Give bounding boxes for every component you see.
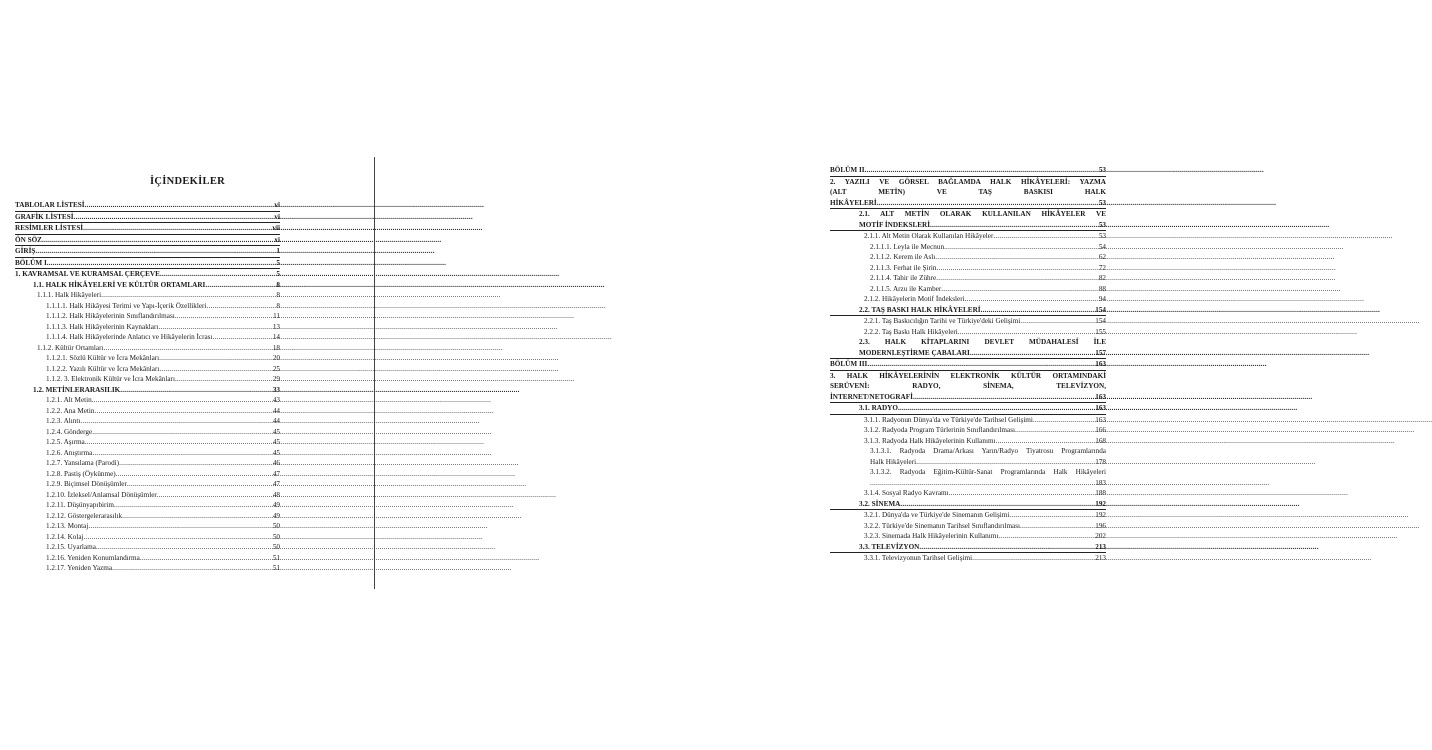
toc-entry-wrapped-line: SERÜVENİ: RADYO, SİNEMA, TELEVİZYON, xyxy=(830,382,1106,390)
toc-entry-title: 1.1.2.1. Sözlü Kültür ve İcra Mekânları xyxy=(46,354,160,362)
toc-entry xyxy=(15,235,280,247)
toc-entry xyxy=(830,263,1106,274)
toc-entry-title: 1.2.12. Göstergelerarasılık xyxy=(46,511,123,520)
dot-leader xyxy=(88,521,271,532)
toc-entry xyxy=(15,269,280,280)
toc-entry xyxy=(15,427,280,438)
dot-leader xyxy=(140,553,272,564)
toc-entry xyxy=(15,246,280,258)
toc-entry-page: 5 xyxy=(276,258,280,267)
toc-entry-title: TABLOLAR LİSTESİ xyxy=(15,201,85,209)
dot-leader xyxy=(160,269,276,280)
toc-entry-title: 2.1.1.2. Kerem ile Aslı xyxy=(870,253,936,261)
dot-leader xyxy=(120,385,272,396)
toc-entry-wrapped-line: 3.1.3.1. Radyoda Drama/Arkası Yarın/Radyo Tiyatrosu Programlarında xyxy=(870,447,1106,455)
toc-entry-title: 2.2.1. Taş Baskıcılığın Tarihi ve Türkiye'deki Gelişimi xyxy=(864,317,1021,325)
toc-entry xyxy=(15,500,280,511)
dot-leader xyxy=(958,327,1094,338)
dot-leader xyxy=(122,511,272,522)
toc-entry-page: 18 xyxy=(272,343,280,352)
toc-entry-wrapped-line: 3.1.3.2. Radyoda Eğitim-Kültür-Sanat Programlarında Halk Hikâyeleri xyxy=(870,468,1106,476)
toc-entry-page: 166 xyxy=(1095,426,1106,434)
toc-entry-title: 1.1.1.4. Halk Hikâyelerinde Anlatıcı ve Hikâyelerin İcrası xyxy=(46,333,213,341)
dot-leader xyxy=(119,458,272,469)
toc-entry xyxy=(15,448,280,459)
toc-entry-page: 163 xyxy=(1095,415,1106,424)
toc-entry-title: MOTİF İNDEKSLERİ xyxy=(859,220,931,229)
right-toc-list xyxy=(830,165,1106,564)
toc-entry-title: 1.2.17. Yeniden Yazma xyxy=(46,564,113,572)
toc-entry-title: 3.1.2. Radyoda Program Türlerinin Sınıflandırılması xyxy=(864,426,1015,434)
dot-leader xyxy=(103,343,271,354)
toc-entry-page: 49 xyxy=(272,511,280,520)
toc-entry-wrapped-line: (ALT METİN) VE TAŞ BASKISI HALK xyxy=(830,188,1106,196)
toc-entry-title: 2.1.2. Hikâyelerin Motif İndeksleri xyxy=(864,295,965,303)
toc-entry-page: 178 xyxy=(1095,457,1106,466)
toc-entry-page: 46 xyxy=(272,459,280,467)
toc-entry xyxy=(830,542,1106,554)
toc-entry-page: 53 xyxy=(1098,198,1106,207)
toc-entry-page: 49 xyxy=(272,501,280,509)
toc-entry-title: 1.2.11. Düşünyapıbirim xyxy=(46,501,115,509)
dot-leader xyxy=(1015,425,1094,436)
toc-entry-page: vii xyxy=(272,224,280,232)
toc-entry xyxy=(830,415,1106,426)
toc-entry xyxy=(830,273,1106,284)
toc-entry xyxy=(15,301,280,312)
toc-entry-page: 94 xyxy=(1098,295,1106,303)
dot-leader xyxy=(877,198,1098,209)
toc-entry-page: 54 xyxy=(1098,242,1106,251)
dot-leader xyxy=(913,392,1094,403)
toc-entry-page: 45 xyxy=(272,427,280,436)
toc-entry-page: 154 xyxy=(1095,305,1106,314)
toc-entry xyxy=(15,563,280,574)
toc-entry xyxy=(15,258,280,270)
toc-entry xyxy=(830,553,1106,564)
dot-leader xyxy=(1033,415,1094,426)
dot-leader xyxy=(158,322,271,333)
toc-entry xyxy=(830,392,1106,404)
toc-entry-title: 1.2.3. Alıntı xyxy=(46,417,81,425)
toc-entry-page: 213 xyxy=(1095,554,1106,562)
toc-entry-page: 196 xyxy=(1095,521,1106,530)
toc-entry-title: RESİMLER LİSTESİ xyxy=(15,224,84,232)
toc-entry-page: 53 xyxy=(1098,220,1106,229)
dot-leader xyxy=(127,479,272,490)
dot-leader xyxy=(900,499,1094,510)
toc-entry-title: 3.3.1. Televizyonun Tarihsel Gelişimi xyxy=(864,554,973,562)
toc-entry-title: 1.1.1.2. Halk Hikâyelerinin Sınıflandırılması xyxy=(46,312,175,320)
dot-leader xyxy=(92,395,272,406)
toc-entry-title: 1.1. HALK HİKÂYELERİ VE KÜLTÜR ORTAMLARI xyxy=(33,280,206,289)
toc-entry-page: 29 xyxy=(272,375,280,383)
toc-entry-page: 88 xyxy=(1098,284,1106,293)
toc-entry xyxy=(15,200,280,212)
toc-entry-title: 2.1.1. Alt Metin Olarak Kullanılan Hikâyeler xyxy=(864,232,994,240)
toc-entry-page: 51 xyxy=(272,564,280,572)
dot-leader xyxy=(74,212,274,223)
toc-entry-title: 1.1.1.1. Halk Hikâyesi Terimi ve Yapı-İçerik Özellikleri xyxy=(46,301,207,310)
toc-entry-title: MODERNLEŞTİRME ÇABALARI xyxy=(859,348,970,357)
toc-entry-page: 53 xyxy=(1098,166,1106,174)
toc-entry xyxy=(830,231,1106,242)
toc-entry xyxy=(830,359,1106,371)
toc-entry-title: GRAFİK LİSTESİ xyxy=(15,212,74,221)
dot-leader xyxy=(92,448,271,459)
toc-entry-title: 1.2.14. Kolaj xyxy=(46,532,84,541)
right-page xyxy=(375,0,1106,750)
toc-entry xyxy=(830,327,1106,338)
toc-entry xyxy=(15,469,280,480)
toc-entry-page: 192 xyxy=(1095,511,1106,519)
toc-entry-title: 3.2.1. Dünya'da ve Türkiye'de Sinemanın Gelişimi xyxy=(864,511,1010,519)
dot-leader xyxy=(159,364,271,375)
toc-entry xyxy=(15,490,280,501)
toc-entry-page: 192 xyxy=(1095,499,1106,508)
toc-entry xyxy=(830,316,1106,327)
toc-entry xyxy=(15,416,280,427)
dot-leader xyxy=(112,563,272,574)
toc-entry-title: 1.2.4. Gönderge xyxy=(46,427,93,436)
dot-leader xyxy=(101,290,275,301)
dot-leader xyxy=(944,242,1098,253)
toc-entry-page: 50 xyxy=(272,543,280,551)
toc-entry xyxy=(830,488,1106,499)
toc-entry-page: 50 xyxy=(272,522,280,530)
toc-title: İÇİNDEKİLER xyxy=(149,176,226,187)
toc-entry-title: 1.2.15. Uyarlama xyxy=(46,543,96,551)
toc-entry-wrapped-line: 2. YAZILI VE GÖRSEL BAĞLAMDA HALK HİKÂYELERİ: YAZMA xyxy=(830,177,1106,186)
dot-leader xyxy=(175,374,272,385)
toc-entry xyxy=(15,532,280,543)
toc-entry xyxy=(830,457,1106,468)
dot-leader xyxy=(205,280,275,291)
toc-entry-page: 62 xyxy=(1098,253,1106,261)
toc-entry xyxy=(15,511,280,522)
toc-entry xyxy=(15,311,280,322)
toc-entry-title: Halk Hikâyeleri xyxy=(870,457,917,466)
dot-leader xyxy=(1020,521,1094,532)
dot-leader xyxy=(898,403,1094,414)
dot-leader xyxy=(998,531,1094,542)
toc-entry-page: 1 xyxy=(276,247,280,255)
toc-entry-title: 1.2.10. İzleksel/Anlamsal Dönüşümler xyxy=(46,490,157,499)
dot-leader xyxy=(1009,510,1094,521)
toc-entry xyxy=(830,510,1106,521)
toc-entry-page: 8 xyxy=(276,291,280,299)
toc-entry-page: 168 xyxy=(1095,436,1106,445)
toc-entry-page: 45 xyxy=(272,438,280,446)
dot-leader xyxy=(870,478,1094,489)
toc-entry-page: 47 xyxy=(272,469,280,478)
toc-entry-page: 183 xyxy=(1095,478,1106,487)
toc-entry xyxy=(830,294,1106,305)
dot-leader xyxy=(212,332,271,343)
dot-leader xyxy=(47,258,276,269)
toc-entry xyxy=(830,252,1106,263)
dot-leader xyxy=(85,200,274,211)
toc-entry-page: 47 xyxy=(272,480,280,488)
toc-entry xyxy=(15,553,280,564)
toc-entry-page: 50 xyxy=(272,532,280,541)
toc-entry-title: 1.1.1.3. Halk Hikâyelerinin Kaynakları xyxy=(46,322,159,331)
dot-leader xyxy=(206,301,275,312)
toc-entry-title: 3.2.3. Sinemada Halk Hikâyelerinin Kullanımı xyxy=(864,532,999,540)
toc-entry-page: 44 xyxy=(272,417,280,425)
toc-entry-page: vi xyxy=(274,201,280,209)
toc-entry-title: İNTERNET/NETOGRAFİ xyxy=(830,392,913,401)
toc-entry-title: 1.1.2. Kültür Ortamları xyxy=(37,343,104,352)
toc-entry-page: xi xyxy=(274,235,280,244)
toc-entry-title: BÖLÜM I xyxy=(15,258,47,267)
toc-entry-page: 20 xyxy=(272,354,280,362)
toc-entry-title: 1.2.13. Montaj xyxy=(46,522,89,530)
dot-leader xyxy=(970,348,1094,359)
toc-entry xyxy=(15,521,280,532)
dot-leader xyxy=(95,406,272,417)
toc-entry-title: 1.1.2.2. Yazılı Kültür ve İcra Mekânları xyxy=(46,364,160,373)
toc-entry-title: 1.2.2. Ana Metin xyxy=(46,406,95,415)
toc-entry-title: 1.2.5. Aşırma xyxy=(46,438,85,446)
toc-entry-page: vi xyxy=(274,212,280,221)
dot-leader xyxy=(83,223,271,234)
toc-entry-page: 188 xyxy=(1095,489,1106,497)
dot-leader xyxy=(1020,316,1094,327)
toc-entry xyxy=(15,223,280,235)
toc-entry xyxy=(15,364,280,375)
dot-leader xyxy=(930,220,1098,231)
dot-leader xyxy=(981,305,1095,316)
toc-entry-title: 3.1.4. Sosyal Radyo Kavramı xyxy=(864,489,949,497)
toc-entry-wrapped-line: 2.1. ALT METİN OLARAK KULLANILAN HİKÂYELER VE xyxy=(859,210,1106,218)
toc-entry-page: 163 xyxy=(1095,360,1106,368)
toc-entry xyxy=(15,290,280,301)
toc-entry xyxy=(15,395,280,406)
toc-entry xyxy=(15,479,280,490)
toc-entry-title: 2.1.1.5. Arzu ile Kamber xyxy=(870,284,942,293)
toc-entry xyxy=(15,212,280,224)
toc-entry-title: 3.2. SİNEMA xyxy=(859,499,901,508)
toc-entry-page: 154 xyxy=(1095,317,1106,325)
toc-entry-title: 1. KAVRAMSAL VE KURAMSAL ÇERÇEVE xyxy=(15,270,160,278)
toc-entry-title: 1.2.16. Yeniden Konumlandırma xyxy=(46,553,140,562)
toc-entry xyxy=(15,332,280,343)
toc-entry-page: 45 xyxy=(272,448,280,457)
dot-leader xyxy=(92,427,272,438)
toc-entry-wrapped-line: 3. HALK HİKÂYELERİNİN ELEKTRONİK KÜLTÜR ORTAMINDAKİ xyxy=(830,371,1106,380)
dot-leader xyxy=(936,263,1097,274)
toc-entry-title: 1.2.8. Pastiş (Öykünme) xyxy=(46,469,116,478)
dot-leader xyxy=(935,252,1098,263)
toc-entry-page: 53 xyxy=(1098,232,1106,240)
toc-entry-title: HİKÂYELERİ xyxy=(830,198,877,207)
dot-leader xyxy=(996,436,1095,447)
toc-entry-page: 14 xyxy=(272,333,280,341)
toc-entry-page: 163 xyxy=(1095,404,1106,412)
toc-entry-page: 157 xyxy=(1095,348,1106,357)
toc-entry xyxy=(15,437,280,448)
toc-entry-title: BÖLÜM III xyxy=(830,360,868,368)
dot-leader xyxy=(867,359,1094,370)
toc-entry-page: 51 xyxy=(272,553,280,562)
dot-leader xyxy=(42,235,273,246)
toc-entry xyxy=(830,242,1106,253)
toc-entry-title: 1.1.2. 3. Elektronik Kültür ve İcra Mekânları xyxy=(46,375,175,383)
toc-entry-title: 1.1.1. Halk Hikâyeleri xyxy=(37,291,102,299)
toc-entry-page: 33 xyxy=(272,385,280,394)
toc-entry-title: 3.2.2. Türkiye'de Sinemanın Tarihsel Sınıflandırılması xyxy=(864,521,1021,530)
dot-leader xyxy=(175,311,272,322)
toc-entry xyxy=(15,353,280,364)
dot-leader xyxy=(941,284,1098,295)
toc-entry-page: 213 xyxy=(1095,542,1106,551)
toc-entry-title: 2.1.1.4. Tahir ile Zühre xyxy=(870,274,937,282)
toc-entry-page: 11 xyxy=(273,312,280,320)
toc-entry-title: 1.2.6. Anıştırma xyxy=(46,448,93,457)
toc-entry-title: ÖN SÖZ xyxy=(15,235,42,244)
dot-leader xyxy=(916,457,1094,468)
dot-leader xyxy=(965,294,1098,305)
toc-entry-page: 44 xyxy=(272,406,280,415)
toc-entry-title: 3.3. TELEVİZYON xyxy=(859,542,920,551)
toc-entry-page: 8 xyxy=(276,301,280,310)
toc-entry xyxy=(830,478,1106,489)
toc-entry xyxy=(830,284,1106,295)
toc-entry-title: GİRİŞ xyxy=(15,247,36,255)
toc-entry xyxy=(830,220,1106,232)
toc-entry xyxy=(830,531,1106,542)
toc-entry-title: 2.1.1.1. Leyla ile Mecnun xyxy=(870,242,945,251)
toc-entry-page: 163 xyxy=(1095,392,1106,401)
dot-leader xyxy=(116,469,272,480)
dot-leader xyxy=(919,542,1094,553)
toc-entry-page: 13 xyxy=(272,322,280,331)
toc-entry xyxy=(830,403,1106,415)
dot-leader xyxy=(114,500,272,511)
dot-leader xyxy=(35,246,275,257)
toc-entry-page: 5 xyxy=(276,270,280,278)
toc-entry-title: 2.2.2. Taş Baskı Halk Hikâyeleri xyxy=(864,327,958,336)
toc-entry xyxy=(15,343,280,354)
toc-entry-page: 82 xyxy=(1098,274,1106,282)
toc-entry xyxy=(830,499,1106,511)
toc-entry xyxy=(15,385,280,396)
toc-entry-title: 3.1. RADYO xyxy=(859,404,898,412)
left-toc-list xyxy=(15,200,280,574)
left-page xyxy=(0,0,375,750)
toc-entry-title: 3.1.3. Radyoda Halk Hikâyelerinin Kullanımı xyxy=(864,436,996,445)
dot-leader xyxy=(159,353,272,364)
toc-entry xyxy=(15,458,280,469)
dot-leader xyxy=(157,490,272,501)
toc-entry-wrapped-line: 2.3. HALK KİTAPLARINI DEVLET MÜDAHALESİ İLE xyxy=(859,338,1106,346)
dot-leader xyxy=(949,488,1095,499)
toc-entry-page: 202 xyxy=(1095,532,1106,540)
toc-entry-page: 72 xyxy=(1098,263,1106,272)
dot-leader xyxy=(993,231,1097,242)
dot-leader xyxy=(865,165,1098,176)
toc-entry xyxy=(15,542,280,553)
toc-entry xyxy=(15,406,280,417)
dot-leader xyxy=(84,532,272,543)
toc-entry xyxy=(15,280,280,291)
toc-entry xyxy=(830,165,1106,177)
toc-entry-title: 2.1.1.3. Ferhat ile Şirin xyxy=(870,263,937,272)
toc-entry xyxy=(830,436,1106,447)
toc-entry-page: 155 xyxy=(1095,327,1106,336)
toc-entry-page: 43 xyxy=(272,396,280,404)
toc-entry-page: 48 xyxy=(272,490,280,499)
toc-entry xyxy=(830,305,1106,317)
toc-entry xyxy=(830,348,1106,360)
toc-entry-title: 2.2. TAŞ BASKI HALK HİKÂYELERİ xyxy=(859,305,981,314)
dot-leader xyxy=(936,273,1098,284)
dot-leader xyxy=(96,542,272,553)
toc-entry xyxy=(15,322,280,333)
toc-entry-title: 1.2.1. Alt Metin xyxy=(46,396,92,404)
toc-entry-title: 1.2.7. Yansılama (Parodi) xyxy=(46,459,120,467)
toc-entry xyxy=(830,425,1106,436)
toc-entry-page: 8 xyxy=(276,280,280,289)
toc-entry xyxy=(830,198,1106,210)
toc-entry-page: 25 xyxy=(272,364,280,373)
dot-leader xyxy=(85,437,272,448)
dot-leader xyxy=(972,553,1094,564)
toc-entry-title: 1.2.9. Biçimsel Dönüşümler xyxy=(46,480,127,488)
toc-entry xyxy=(15,374,280,385)
toc-entry-title: BÖLÜM II xyxy=(830,166,865,174)
dot-leader xyxy=(80,416,271,427)
toc-entry xyxy=(830,521,1106,532)
toc-entry-title: 3.1.1. Radyonun Dünya'da ve Türkiye'de Tarihsel Gelişimi xyxy=(864,415,1033,424)
toc-entry-title: 1.2. METİNLERARASILIK xyxy=(33,385,121,394)
